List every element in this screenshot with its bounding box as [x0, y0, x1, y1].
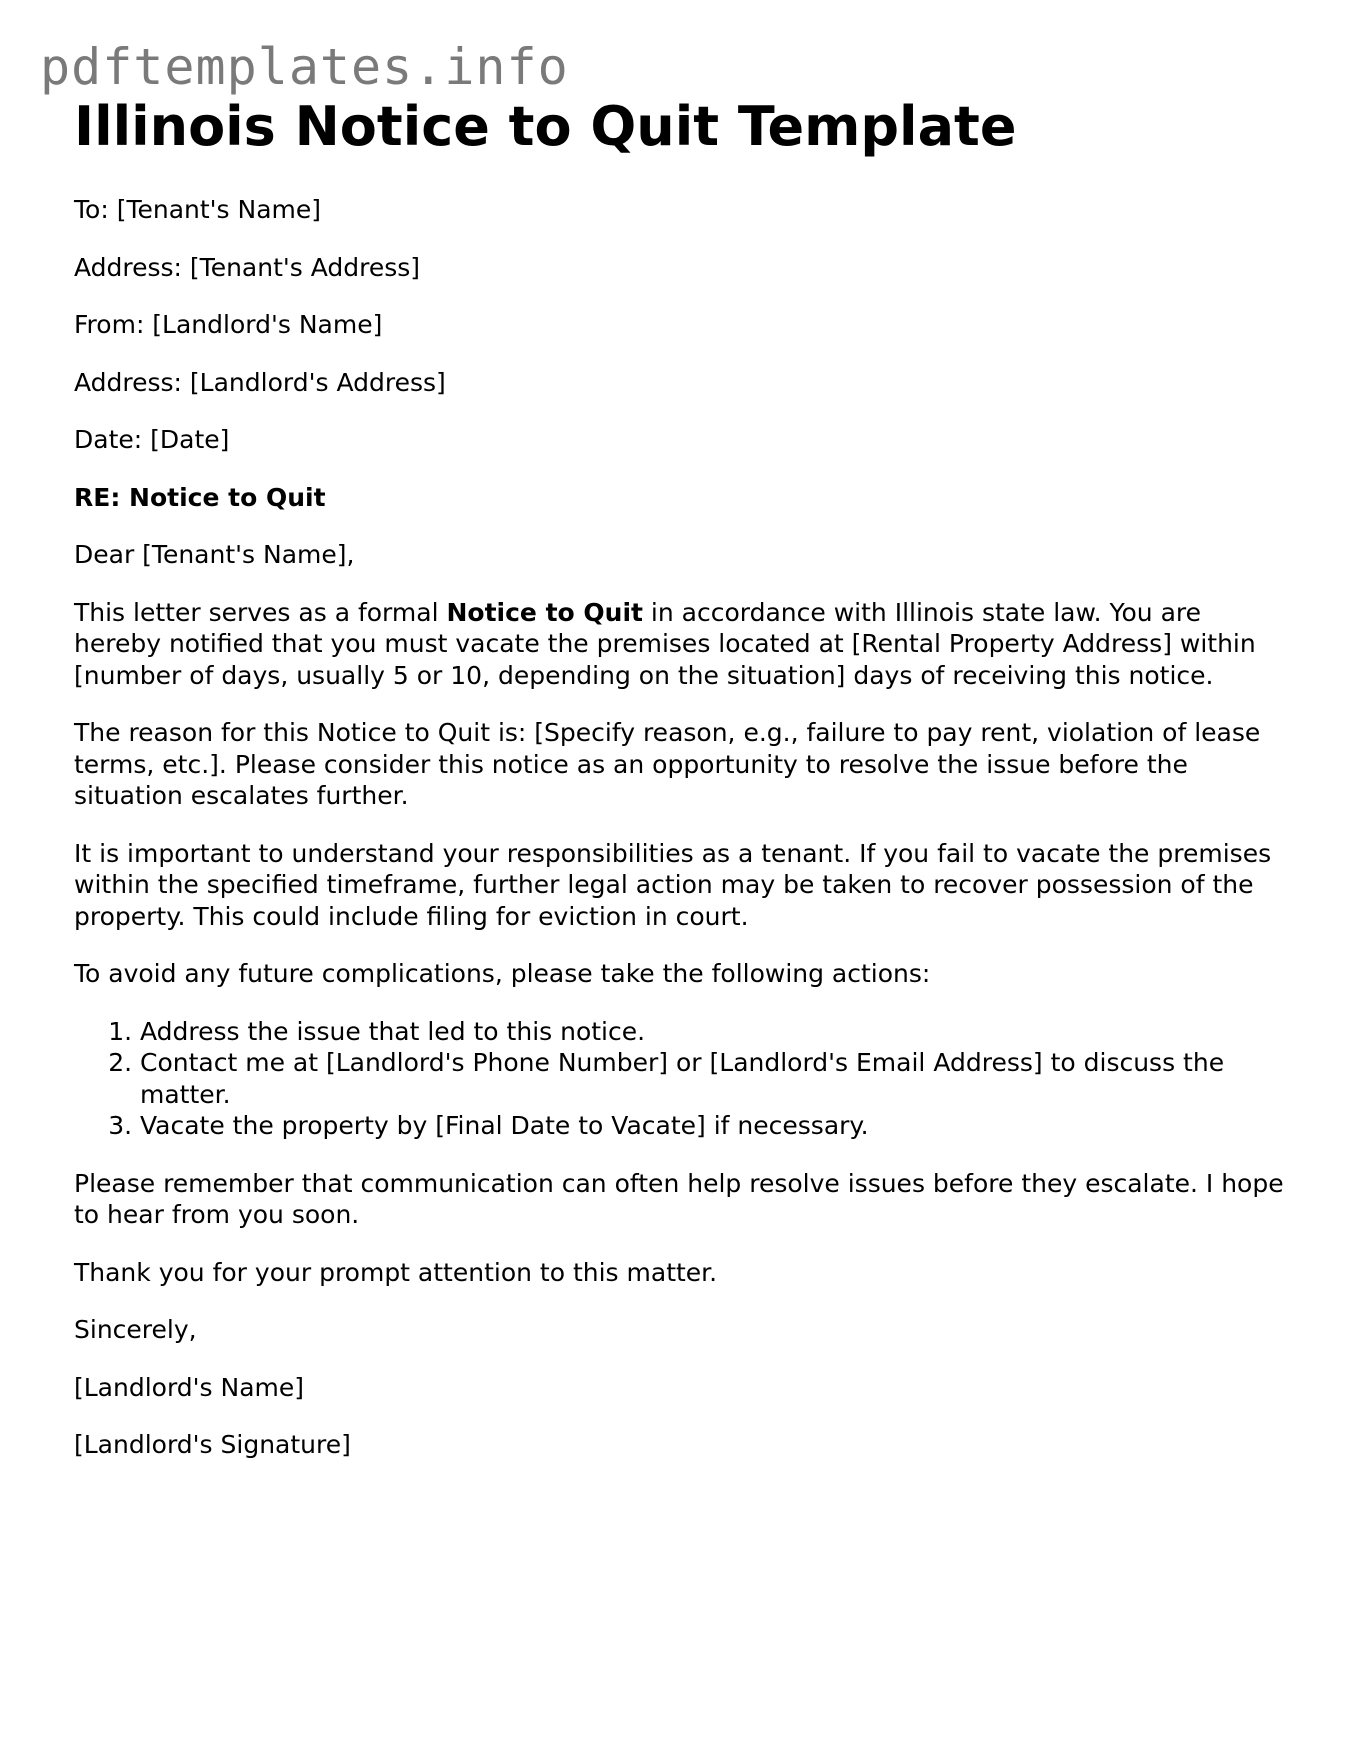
from-line: From: [Landlord's Name]: [74, 310, 383, 339]
to-line: To: [Tenant's Name]: [74, 195, 322, 224]
signature-line: [Landlord's Signature]: [74, 1430, 351, 1459]
document-title: Illinois Notice to Quit Template: [74, 95, 1017, 158]
signature-name: [Landlord's Name]: [74, 1372, 305, 1402]
actions-list: [74, 1016, 1294, 1142]
actions-intro: To avoid any future complications, please take the following actions:: [74, 959, 931, 988]
action-item: 2. Contact me at [Landlord's Phone Number] or [Landlord's Email Address] to discuss the matter.: [140, 1047, 1294, 1110]
landlord-address-line: Address: [Landlord's Address]: [74, 367, 446, 397]
paragraph-responsibilities: It is important to understand your responsibilities as a tenant. If you fail to vacate the premises within the specified timeframe, further legal action may be taken to recover possession of the property. This could include filing for eviction in court.: [74, 838, 1272, 931]
paragraph-notice: [74, 597, 1294, 692]
closing: Sincerely,: [74, 1315, 197, 1344]
action-item: 3. Vacate the property by [Final Date to Vacate] if necessary.: [140, 1110, 1294, 1142]
document-body: [74, 96, 1294, 1487]
date-line: Date: [Date]: [74, 425, 230, 454]
paragraph-notice-end: in accordance with Illinois state law. You are hereby notified that you must vacate the premises located at [Rental Property Address] within [number of days, usually 5 or 10, depending on the situation] days of receiving this notice.: [74, 597, 1256, 690]
tenant-address-line: Address: [Tenant's Address]: [74, 252, 421, 282]
re-line: RE: Notice to Quit: [74, 482, 326, 512]
paragraph-notice-start: This letter serves as a formal: [74, 597, 447, 627]
paragraph-reason: The reason for this Notice to Quit is: [Specify reason, e.g., failure to pay rent, violation of lease terms, etc.]. Please consider this notice as an opportunity to resolve the issue before the situation escalates further.: [74, 718, 1261, 810]
action-item: 1. Address the issue that led to this notice.: [140, 1016, 1294, 1048]
watermark-text: pdftemplates.info: [40, 38, 569, 96]
paragraph-notice-bold: Notice to Quit: [446, 597, 643, 627]
paragraph-communication: Please remember that communication can often help resolve issues before they escalate. I hope to hear from you soon.: [74, 1168, 1284, 1229]
paragraph-thanks: Thank you for your prompt attention to this matter.: [74, 1257, 718, 1287]
salutation: Dear [Tenant's Name],: [74, 540, 355, 569]
